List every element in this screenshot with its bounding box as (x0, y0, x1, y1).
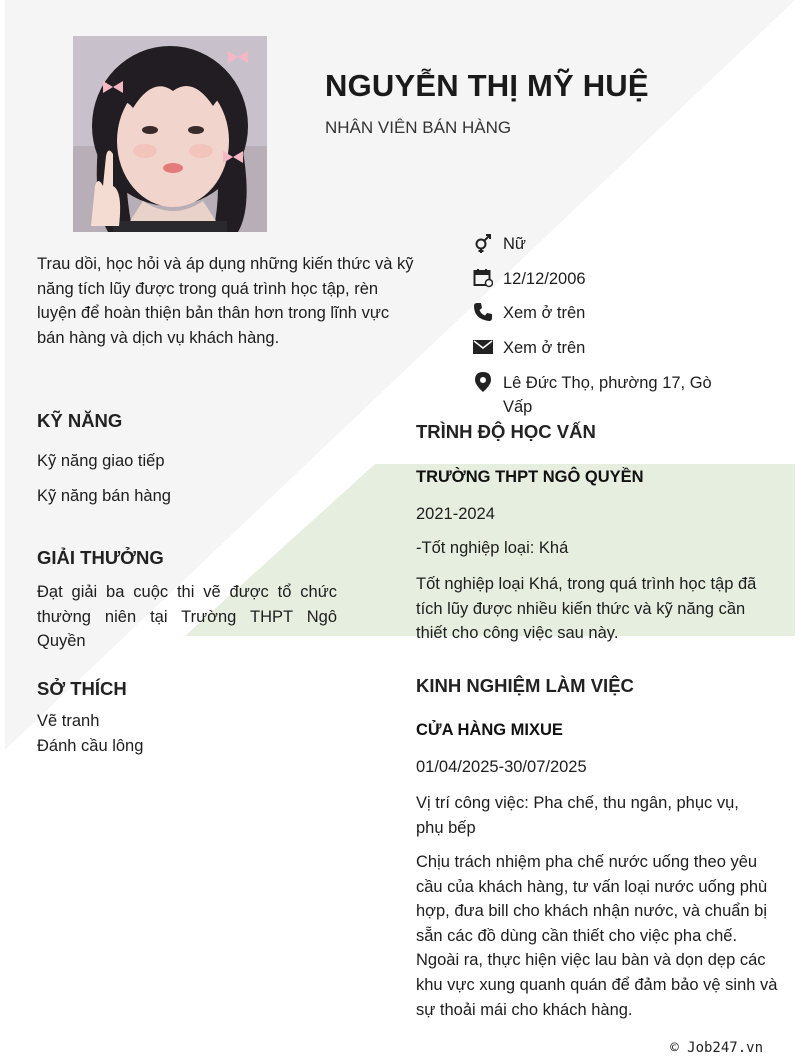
job-title: NHÂN VIÊN BÁN HÀNG (325, 118, 512, 137)
contact-birthday (472, 267, 718, 291)
hobbies-heading: SỞ THÍCH (37, 678, 127, 699)
location-pin-icon (472, 371, 494, 393)
birthday-value: 12/12/2006 (503, 270, 586, 288)
experience-company: CỬA HÀNG MIXUE (416, 721, 563, 739)
phone-icon (472, 301, 494, 323)
phone-value: Xem ở trên (503, 304, 586, 322)
education-school: TRƯỜNG THPT NGÔ QUYỀN (416, 468, 644, 486)
award-description: Đạt giải ba cuộc thi vẽ được tổ chức thường niên tại Trường THPT Ngô Quyền (37, 583, 337, 651)
skill-item: Kỹ năng bán hàng (37, 487, 171, 505)
contact-gender (472, 232, 718, 256)
footer-credit: © Job247.vn (670, 1040, 763, 1056)
profile-photo (73, 36, 267, 232)
education-grade: -Tốt nghiệp loại: Khá (416, 539, 569, 557)
gender-value: Nữ (503, 235, 526, 253)
education-description: Tốt nghiệp loại Khá, trong quá trình học tập đã tích lũy được nhiều kiến thức và kỹ năng cần thiết cho công việc sau này. (416, 575, 757, 643)
candidate-name: NGUYỄN THỊ MỸ HUỆ (325, 68, 649, 103)
email-value: Xem ở trên (503, 339, 586, 357)
calendar-icon (472, 267, 494, 289)
experience-position: Vị trí công việc: Pha chế, thu ngân, phục vụ, phụ bếp (416, 794, 739, 837)
skill-item: Kỹ năng giao tiếp (37, 452, 165, 470)
gender-icon (472, 232, 494, 254)
contact-address (472, 371, 718, 419)
experience-heading: KINH NGHIỆM LÀM VIỆC (416, 675, 634, 696)
education-period: 2021-2024 (416, 505, 495, 523)
address-value: Lê Đức Thọ, phường 17, Gò Vấp (503, 374, 712, 416)
contact-email (472, 336, 718, 360)
awards-heading: GIẢI THƯỞNG (37, 547, 164, 568)
experience-period: 01/04/2025-30/07/2025 (416, 758, 587, 776)
skills-heading: KỸ NĂNG (37, 410, 123, 431)
experience-description: Chịu trách nhiệm pha chế nước uống theo yêu cầu của khách hàng, tư vấn loại nước uống phù hợp, đưa bill cho khách nhận nước, và chuẩn bị sẵn các đồ dùng cần thiết cho việc pha chế. Ngoài ra, thực hiện việc lau bàn và dọn dẹp các khu vực xung quanh quán để đảm bảo vệ sinh và sự thoải mái cho khách hàng. (416, 853, 778, 1019)
email-icon (472, 336, 494, 358)
hobby-item: Vẽ tranh (37, 712, 100, 730)
education-heading: TRÌNH ĐỘ HỌC VẤN (416, 421, 596, 442)
contact-phone (472, 301, 718, 325)
hobby-item: Đánh cầu lông (37, 737, 144, 755)
career-objective: Trau dồi, học hỏi và áp dụng những kiến thức và kỹ năng tích lũy được trong quá trình học tập, rèn luyện để hoàn thiện bản thân hơn trong lĩnh vực bán hàng và dịch vụ khách hàng. (37, 255, 414, 347)
